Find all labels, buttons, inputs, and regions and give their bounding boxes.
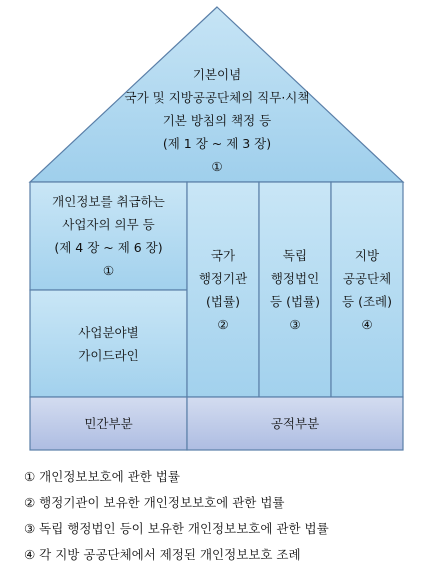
legend-item-1: ① 개인정보보호에 관한 법률	[24, 469, 180, 484]
legend	[24, 464, 429, 568]
local-line-1: 지방	[354, 247, 380, 263]
independent-line-3: 등 (법률)	[270, 293, 320, 309]
legend-item-4: ④ 각 지방 공공단체에서 제정된 개인정보보호 조례	[24, 547, 301, 562]
guidelines-text	[30, 290, 187, 397]
independent-line-1: 독립	[282, 247, 308, 263]
independent-line-4: ③	[289, 316, 301, 332]
private-duty-line-4: ①	[102, 263, 115, 278]
guidelines-line-2: 가이드라인	[78, 347, 139, 363]
local-line-3: 등 (조례)	[342, 293, 392, 309]
roof-line-1: 기본이념	[192, 66, 242, 82]
roof-line-4: (제 1 장 ~ 제 3 장)	[162, 135, 272, 151]
local-government-text	[331, 182, 403, 397]
private-duty-line-2: 사업자의 의무 등	[62, 217, 155, 232]
local-line-2: 공공단체	[342, 270, 392, 286]
guidelines-line-1: 사업분야별	[78, 324, 139, 340]
independent-agency-text	[259, 182, 331, 397]
roof-line-3: 기본 방침의 책정 등	[162, 112, 272, 128]
private-duty-line-1: 개인정보를 취급하는	[52, 194, 165, 209]
roof-text	[60, 60, 374, 180]
local-line-4: ④	[361, 316, 373, 332]
public-sector-label: 공적부분	[270, 416, 320, 431]
legend-item-2: ② 행정기관이 보유한 개인정보보호에 관한 법률	[24, 495, 285, 510]
legend-item-3: ③ 독립 행정법인 등이 보유한 개인정보보호에 관한 법률	[24, 521, 329, 536]
national-line-4: ②	[217, 316, 229, 332]
private-duty-text	[30, 182, 187, 290]
national-line-1: 국가	[210, 247, 236, 263]
national-agency-text	[187, 182, 259, 397]
private-duty-line-3: (제 4 장 ~ 제 6 장)	[54, 240, 163, 255]
private-sector-label: 민간부분	[84, 416, 133, 431]
roof-line-2: 국가 및 지방공공단체의 직무·시책	[124, 89, 310, 105]
roof-line-5: ①	[211, 158, 223, 174]
national-line-2: 행정기관	[198, 270, 248, 286]
national-line-3: (법률)	[206, 293, 240, 309]
independent-line-2: 행정법인	[270, 270, 320, 286]
